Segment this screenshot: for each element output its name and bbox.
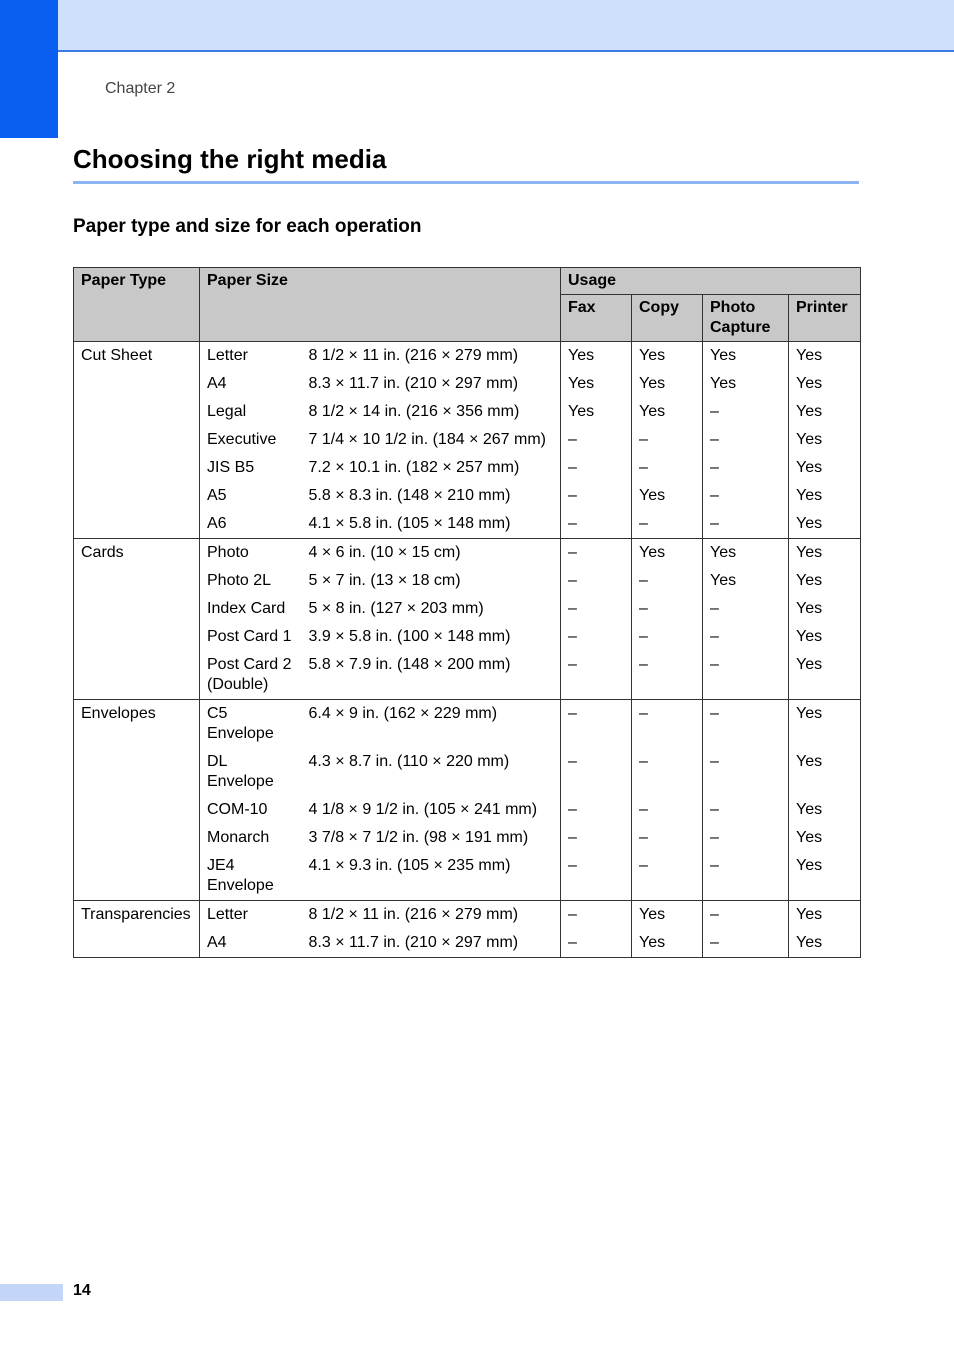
paper-type-cell: Transparencies (74, 901, 200, 958)
title-rule (73, 181, 859, 184)
paper-size-name-cell: A4 (200, 929, 302, 958)
paper-type-cell: Cut Sheet (74, 342, 200, 539)
paper-size-name-cell: Photo 2L (200, 567, 302, 595)
printer-cell: Yes (789, 482, 861, 510)
page-title: Choosing the right media (73, 144, 387, 174)
photo-capture-cell: – (703, 824, 789, 852)
printer-cell: Yes (789, 929, 861, 958)
printer-cell: Yes (789, 748, 861, 796)
copy-cell: – (632, 454, 703, 482)
fax-cell: – (561, 651, 632, 700)
printer-cell: Yes (789, 567, 861, 595)
paper-type-cell: Envelopes (74, 700, 200, 901)
paper-size-name-cell: Letter (200, 901, 302, 930)
chapter-label: Chapter 2 (105, 80, 176, 97)
copy-cell: – (632, 796, 703, 824)
paper-size-dimensions-cell: 5.8 × 7.9 in. (148 × 200 mm) (302, 651, 561, 700)
copy-cell: Yes (632, 398, 703, 426)
fax-cell: – (561, 852, 632, 901)
photo-capture-cell: – (703, 454, 789, 482)
paper-size-dimensions-cell: 6.4 × 9 in. (162 × 229 mm) (302, 700, 561, 749)
paper-size-dimensions-cell: 8 1/2 × 11 in. (216 × 279 mm) (302, 901, 561, 930)
printer-cell: Yes (789, 426, 861, 454)
paper-size-dimensions-cell: 5 × 8 in. (127 × 203 mm) (302, 595, 561, 623)
printer-cell: Yes (789, 623, 861, 651)
paper-size-dimensions-cell: 4.1 × 5.8 in. (105 × 148 mm) (302, 510, 561, 539)
top-band (0, 0, 954, 52)
copy-cell: – (632, 651, 703, 700)
printer-cell: Yes (789, 510, 861, 539)
copy-cell: Yes (632, 342, 703, 371)
header-printer: Printer (789, 295, 861, 342)
photo-capture-cell: – (703, 595, 789, 623)
printer-cell: Yes (789, 824, 861, 852)
media-table (73, 267, 861, 958)
copy-cell: – (632, 824, 703, 852)
photo-capture-cell: – (703, 796, 789, 824)
paper-size-name-cell: A5 (200, 482, 302, 510)
copy-cell: – (632, 852, 703, 901)
header-paper-type: Paper Type (74, 268, 200, 342)
header-copy: Copy (632, 295, 703, 342)
fax-cell: – (561, 700, 632, 749)
copy-cell: – (632, 623, 703, 651)
paper-size-name-cell: A6 (200, 510, 302, 539)
fax-cell: – (561, 454, 632, 482)
header-fax: Fax (561, 295, 632, 342)
copy-cell: Yes (632, 901, 703, 930)
photo-capture-cell: – (703, 929, 789, 958)
fax-cell: – (561, 539, 632, 568)
photo-capture-cell: – (703, 852, 789, 901)
header-photo-capture: Photo Capture (703, 295, 789, 342)
fax-cell: Yes (561, 398, 632, 426)
paper-size-dimensions-cell: 4.1 × 9.3 in. (105 × 235 mm) (302, 852, 561, 901)
paper-size-dimensions-cell: 7 1/4 × 10 1/2 in. (184 × 267 mm) (302, 426, 561, 454)
printer-cell: Yes (789, 852, 861, 901)
printer-cell: Yes (789, 595, 861, 623)
photo-capture-cell: Yes (703, 342, 789, 371)
paper-size-name-cell: Index Card (200, 595, 302, 623)
printer-cell: Yes (789, 454, 861, 482)
photo-capture-cell: – (703, 398, 789, 426)
paper-size-dimensions-cell: 5.8 × 8.3 in. (148 × 210 mm) (302, 482, 561, 510)
photo-capture-cell: – (703, 482, 789, 510)
copy-cell: Yes (632, 370, 703, 398)
fax-cell: Yes (561, 342, 632, 371)
fax-cell: – (561, 426, 632, 454)
paper-size-dimensions-cell: 4.3 × 8.7 in. (110 × 220 mm) (302, 748, 561, 796)
photo-capture-cell: – (703, 700, 789, 749)
paper-type-cell: Cards (74, 539, 200, 700)
paper-size-name-cell: Legal (200, 398, 302, 426)
printer-cell: Yes (789, 901, 861, 930)
photo-capture-cell: – (703, 748, 789, 796)
page-number-tab (0, 1284, 63, 1301)
printer-cell: Yes (789, 539, 861, 568)
copy-cell: Yes (632, 482, 703, 510)
copy-cell: Yes (632, 929, 703, 958)
paper-size-name-cell: C5 Envelope (200, 700, 302, 749)
copy-cell: – (632, 567, 703, 595)
paper-size-name-cell: Photo (200, 539, 302, 568)
fax-cell: Yes (561, 370, 632, 398)
printer-cell: Yes (789, 796, 861, 824)
copy-cell: – (632, 748, 703, 796)
fax-cell: – (561, 796, 632, 824)
fax-cell: – (561, 595, 632, 623)
paper-size-name-cell: JE4 Envelope (200, 852, 302, 901)
paper-size-name-cell: Monarch (200, 824, 302, 852)
paper-size-dimensions-cell: 4 × 6 in. (10 × 15 cm) (302, 539, 561, 568)
photo-capture-cell: Yes (703, 567, 789, 595)
section-subtitle: Paper type and size for each operation (73, 216, 422, 237)
paper-size-dimensions-cell: 4 1/8 × 9 1/2 in. (105 × 241 mm) (302, 796, 561, 824)
photo-capture-cell: Yes (703, 539, 789, 568)
photo-capture-cell: – (703, 651, 789, 700)
printer-cell: Yes (789, 398, 861, 426)
table-row (74, 539, 861, 568)
fax-cell: – (561, 510, 632, 539)
media-table-body (74, 342, 861, 958)
fax-cell: – (561, 748, 632, 796)
paper-size-name-cell: Letter (200, 342, 302, 371)
paper-size-dimensions-cell: 8 1/2 × 11 in. (216 × 279 mm) (302, 342, 561, 371)
paper-size-dimensions-cell: 7.2 × 10.1 in. (182 × 257 mm) (302, 454, 561, 482)
fax-cell: – (561, 482, 632, 510)
paper-size-name-cell: Post Card 1 (200, 623, 302, 651)
paper-size-dimensions-cell: 8.3 × 11.7 in. (210 × 297 mm) (302, 370, 561, 398)
copy-cell: – (632, 426, 703, 454)
chapter-side-tab (0, 0, 58, 138)
paper-size-name-cell: COM-10 (200, 796, 302, 824)
fax-cell: – (561, 623, 632, 651)
paper-size-name-cell: A4 (200, 370, 302, 398)
fax-cell: – (561, 901, 632, 930)
photo-capture-cell: – (703, 426, 789, 454)
printer-cell: Yes (789, 370, 861, 398)
photo-capture-cell: – (703, 510, 789, 539)
copy-cell: Yes (632, 539, 703, 568)
paper-size-name-cell: Post Card 2 (Double) (200, 651, 302, 700)
header-usage: Usage (561, 268, 861, 295)
fax-cell: – (561, 929, 632, 958)
fax-cell: – (561, 824, 632, 852)
printer-cell: Yes (789, 342, 861, 371)
copy-cell: – (632, 510, 703, 539)
paper-size-dimensions-cell: 8.3 × 11.7 in. (210 × 297 mm) (302, 929, 561, 958)
table-row (74, 700, 861, 749)
paper-size-dimensions-cell: 5 × 7 in. (13 × 18 cm) (302, 567, 561, 595)
paper-size-name-cell: JIS B5 (200, 454, 302, 482)
table-row (74, 901, 861, 930)
printer-cell: Yes (789, 651, 861, 700)
paper-size-dimensions-cell: 8 1/2 × 14 in. (216 × 356 mm) (302, 398, 561, 426)
photo-capture-cell: Yes (703, 370, 789, 398)
copy-cell: – (632, 700, 703, 749)
paper-size-dimensions-cell: 3.9 × 5.8 in. (100 × 148 mm) (302, 623, 561, 651)
printer-cell: Yes (789, 700, 861, 749)
photo-capture-cell: – (703, 901, 789, 930)
header-paper-size: Paper Size (200, 268, 561, 342)
paper-size-name-cell: DL Envelope (200, 748, 302, 796)
photo-capture-cell: – (703, 623, 789, 651)
paper-size-name-cell: Executive (200, 426, 302, 454)
paper-size-dimensions-cell: 3 7/8 × 7 1/2 in. (98 × 191 mm) (302, 824, 561, 852)
fax-cell: – (561, 567, 632, 595)
page-number: 14 (73, 1282, 91, 1299)
copy-cell: – (632, 595, 703, 623)
table-row (74, 342, 861, 371)
